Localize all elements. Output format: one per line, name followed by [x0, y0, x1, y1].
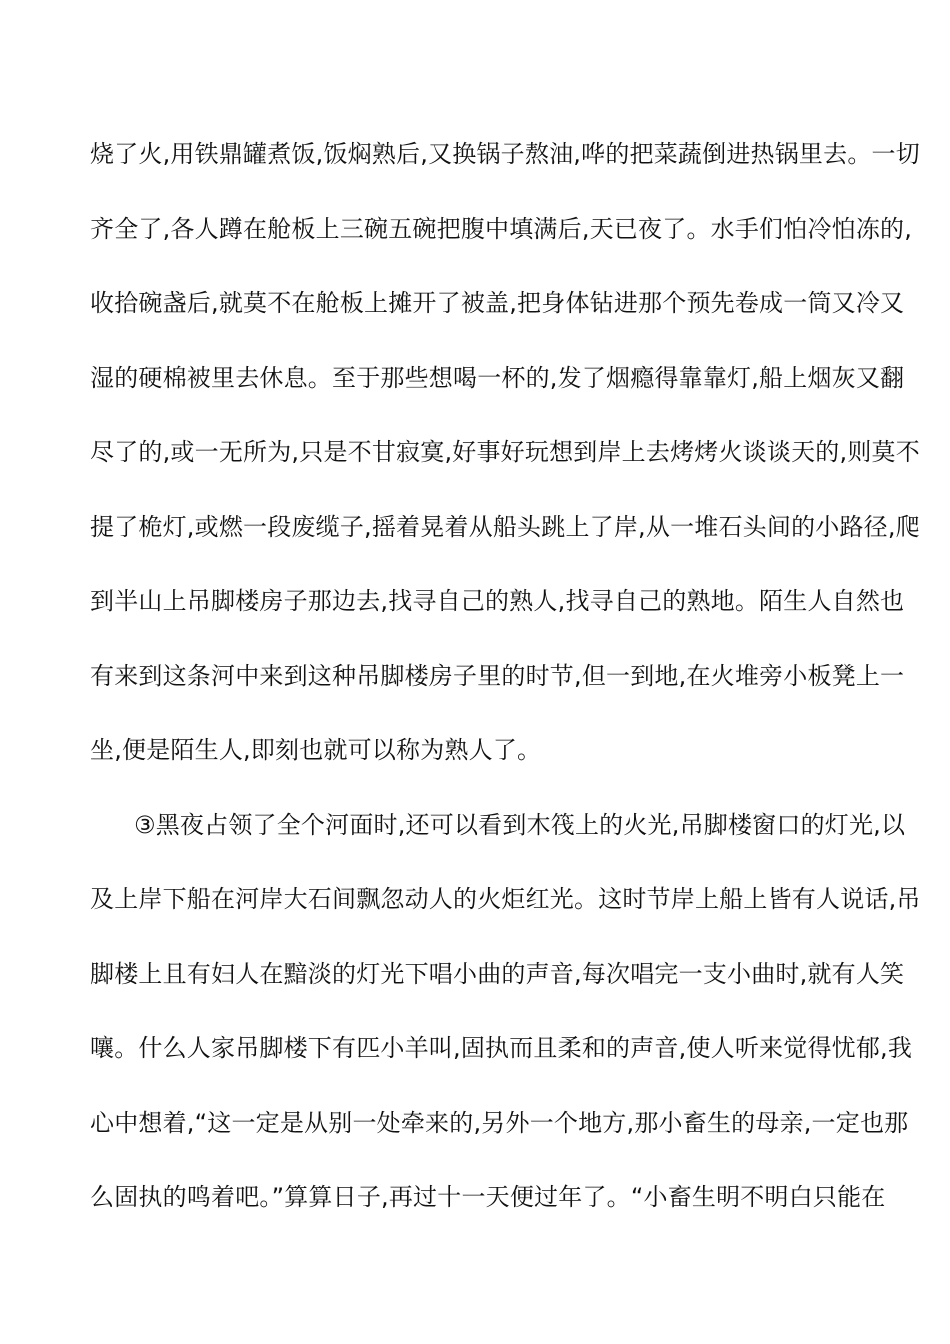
paragraph-start-line: ③黑夜占领了全个河面时,还可以看到木筏上的火光,吊脚楼窗口的灯光,以 — [134, 810, 906, 839]
text-line: 尽了的,或一无所为,只是不甘寂寞,好事好玩想到岸上去烤烤火谈谈天的,则莫不 — [90, 438, 920, 466]
text-line: 到半山上吊脚楼房子那边去,找寻自己的熟人,找寻自己的熟地。陌生人自然也 — [90, 587, 905, 615]
text-line: 及上岸下船在河岸大石间飘忽动人的火炬红光。这时节岸上船上皆有人说话,吊 — [90, 885, 921, 913]
text-line: 提了桅灯,或燃一段废缆子,摇着晃着从船头跳上了岸,从一堆石头间的小路径,爬 — [90, 512, 920, 541]
text-line: 有来到这条河中来到这种吊脚楼房子里的时节,但一到地,在火堆旁小板凳上一 — [90, 661, 905, 690]
text-line: 脚楼上且有妇人在黯淡的灯光下唱小曲的声音,每次唱完一支小曲时,就有人笑 — [90, 959, 905, 988]
text-line: 湿的硬棉被里去休息。至于那些想喝一杯的,发了烟瘾得靠靠灯,船上烟灰又翻 — [90, 363, 905, 392]
text-line: 齐全了,各人蹲在舱板上三碗五碗把腹中填满后,天已夜了。水手们怕冷怕冻的, — [90, 214, 913, 243]
text-line: 收拾碗盏后,就莫不在舱板上摊开了被盖,把身体钻进那个预先卷成一筒又冷又 — [90, 289, 905, 317]
text-line: 嚷。什么人家吊脚楼下有匹小羊叫,固执而且柔和的声音,使人听来觉得忧郁,我 — [90, 1034, 913, 1062]
text-line: 心中想着,“这一定是从别一处牵来的,另外一个地方,那小畜生的母亲,一定也那 — [90, 1108, 909, 1137]
paragraph-end-line: 坐,便是陌生人,即刻也就可以称为熟人了。 — [90, 736, 542, 764]
text-line: 么固执的鸣着吧。”算算日子,再过十一天便过年了。“小畜生明不明白只能在 — [90, 1183, 886, 1211]
body-text — [90, 124, 921, 1242]
text-line: 烧了火,用铁鼎罐煮饭,饭焖熟后,又换锅子熬油,哗的把菜蔬倒进热锅里去。一切 — [90, 140, 920, 168]
